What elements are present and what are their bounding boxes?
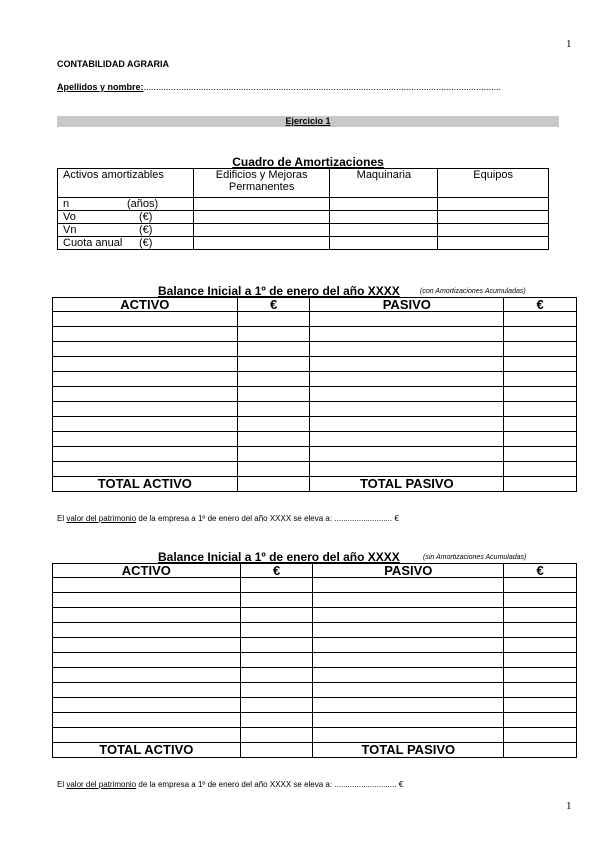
row-label-n: n (años) — [58, 198, 194, 211]
balance1-col-pasivo: PASIVO — [310, 298, 504, 312]
balance1-col-euro: € — [504, 298, 577, 312]
cell-input[interactable] — [240, 653, 313, 668]
row-label-annual-fee: Cuota anual (€) — [58, 237, 194, 250]
cell-input[interactable] — [237, 447, 310, 462]
cell-input[interactable] — [438, 224, 549, 237]
row-label-vo: Vo (€) — [58, 211, 194, 224]
table-row — [53, 342, 577, 357]
cell-input[interactable] — [240, 593, 313, 608]
cell-input[interactable] — [53, 653, 241, 668]
table-row — [53, 447, 577, 462]
cell-input[interactable] — [193, 198, 330, 211]
cell-input[interactable] — [240, 743, 313, 758]
cell-input[interactable] — [53, 593, 241, 608]
cell-input[interactable] — [53, 638, 241, 653]
table-row — [53, 578, 577, 593]
table-row — [53, 593, 577, 608]
cell-input[interactable] — [53, 312, 238, 327]
cell-input[interactable] — [53, 327, 238, 342]
cell-input[interactable] — [53, 462, 238, 477]
table-row — [53, 357, 577, 372]
patrimonio1-link: valor del patrimonio — [66, 514, 137, 523]
cell-input[interactable] — [53, 402, 238, 417]
cell-input[interactable] — [240, 698, 313, 713]
cell-input[interactable] — [504, 387, 577, 402]
cell-input[interactable] — [313, 713, 504, 728]
cell-input[interactable] — [313, 683, 504, 698]
cell-input[interactable] — [53, 698, 241, 713]
page-number-bottom: 1 — [566, 800, 572, 812]
table-row — [53, 623, 577, 638]
patrimonio2-link: valor del patrimonio — [66, 780, 137, 789]
cell-input[interactable] — [53, 432, 238, 447]
cell-input[interactable] — [504, 327, 577, 342]
col-label-buildings: Edificios y Mejoras Permanentes — [193, 169, 330, 198]
table-row — [53, 462, 577, 477]
balance2-title: Balance Inicial a 1º de enero del año XXXX — [158, 550, 400, 564]
balance1-note: (con Amortizaciones Acumuladas) — [420, 288, 526, 295]
cell-input[interactable] — [504, 713, 577, 728]
cell-input[interactable] — [313, 638, 504, 653]
table-row — [53, 402, 577, 417]
table-row — [53, 417, 577, 432]
table-row — [53, 312, 577, 327]
cell-input[interactable] — [53, 608, 241, 623]
cell-input[interactable] — [237, 462, 310, 477]
name-line[interactable] — [57, 82, 557, 92]
cell-input[interactable] — [53, 578, 241, 593]
cell-input[interactable] — [240, 728, 313, 743]
cell-input[interactable] — [313, 653, 504, 668]
cell-input[interactable] — [504, 608, 577, 623]
cell-input[interactable] — [237, 372, 310, 387]
cell-input[interactable] — [53, 447, 238, 462]
cell-input[interactable] — [237, 477, 310, 492]
cell-input[interactable] — [237, 342, 310, 357]
cell-input[interactable] — [310, 357, 504, 372]
cell-input[interactable] — [237, 402, 310, 417]
cell-input[interactable] — [438, 198, 549, 211]
cell-input[interactable] — [310, 402, 504, 417]
table-row — [53, 387, 577, 402]
cell-input[interactable] — [53, 683, 241, 698]
balance2-col-activo: ACTIVO — [53, 564, 241, 578]
cell-input[interactable] — [310, 387, 504, 402]
cell-input[interactable] — [330, 224, 438, 237]
cell-input[interactable] — [313, 728, 504, 743]
cell-input[interactable] — [438, 211, 549, 224]
name-label: Apellidos y nombre: — [57, 82, 144, 92]
cell-input[interactable] — [53, 713, 241, 728]
cell-input[interactable] — [313, 623, 504, 638]
table-row — [53, 668, 577, 683]
cell-input[interactable] — [193, 224, 330, 237]
col-label-assets: Activos amortizables — [58, 169, 194, 198]
cell-input[interactable] — [240, 608, 313, 623]
table-row — [53, 728, 577, 743]
balance2-total-pasivo: TOTAL PASIVO — [313, 743, 504, 758]
cell-input[interactable] — [310, 372, 504, 387]
balance1-total-activo: TOTAL ACTIVO — [53, 477, 238, 492]
balance2-note: (sin Amortizaciones Acumuladas) — [423, 554, 527, 561]
cell-input[interactable] — [237, 432, 310, 447]
cell-input[interactable] — [504, 698, 577, 713]
balance2-col-pasivo: PASIVO — [313, 564, 504, 578]
cell-input[interactable] — [237, 312, 310, 327]
row-label-vn: Vn (€) — [58, 224, 194, 237]
cell-input[interactable] — [504, 653, 577, 668]
cell-input[interactable] — [330, 237, 438, 250]
name-dots: ............................................................................................................................................... — [143, 82, 502, 92]
amortization-title: Cuadro de Amortizaciones — [232, 155, 384, 169]
cell-input[interactable] — [504, 357, 577, 372]
cell-input[interactable] — [240, 578, 313, 593]
page-number-top: 1 — [566, 38, 572, 50]
cell-input[interactable] — [310, 417, 504, 432]
cell-input[interactable] — [53, 623, 241, 638]
patrimonio2-sentence: El valor del patrimonio de la empresa a 1º de enero del año XXXX se eleva a: ............................ € — [57, 780, 404, 789]
table-row — [53, 432, 577, 447]
cell-input[interactable] — [504, 683, 577, 698]
balance1-col-euro: € — [237, 298, 310, 312]
exercise-bar — [57, 116, 559, 127]
cell-input[interactable] — [504, 477, 577, 492]
cell-input[interactable] — [504, 372, 577, 387]
balance1-total-pasivo: TOTAL PASIVO — [310, 477, 504, 492]
patrimonio1-sentence: El valor del patrimonio de la empresa a 1º de enero del año XXXX se eleva a: .......................... € — [57, 514, 399, 523]
cell-input[interactable] — [504, 728, 577, 743]
cell-input[interactable] — [504, 432, 577, 447]
cell-input[interactable] — [53, 668, 241, 683]
cell-input[interactable] — [504, 638, 577, 653]
cell-input[interactable] — [240, 638, 313, 653]
cell-input[interactable] — [53, 728, 241, 743]
cell-input[interactable] — [53, 417, 238, 432]
cell-input[interactable] — [310, 327, 504, 342]
balance2-table — [52, 563, 577, 758]
table-row — [53, 372, 577, 387]
amortization-table — [57, 168, 549, 250]
table-row — [53, 327, 577, 342]
cell-input[interactable] — [504, 342, 577, 357]
cell-input[interactable] — [504, 447, 577, 462]
table-row — [53, 713, 577, 728]
cell-input[interactable] — [504, 402, 577, 417]
cell-input[interactable] — [313, 578, 504, 593]
cell-input[interactable] — [504, 743, 577, 758]
cell-input[interactable] — [310, 462, 504, 477]
cell-input[interactable] — [310, 312, 504, 327]
cell-input[interactable] — [330, 198, 438, 211]
cell-input[interactable] — [504, 623, 577, 638]
cell-input[interactable] — [237, 387, 310, 402]
col-label-equipment: Equipos — [438, 169, 549, 198]
col-label-machinery: Maquinaria — [330, 169, 438, 198]
balance2-total-activo: TOTAL ACTIVO — [53, 743, 241, 758]
cell-input[interactable] — [310, 432, 504, 447]
cell-input[interactable] — [313, 668, 504, 683]
table-row — [53, 698, 577, 713]
cell-input[interactable] — [438, 237, 549, 250]
cell-input[interactable] — [193, 211, 330, 224]
cell-input[interactable] — [240, 713, 313, 728]
cell-input[interactable] — [330, 211, 438, 224]
cell-input[interactable] — [193, 237, 330, 250]
cell-input[interactable] — [504, 462, 577, 477]
cell-input[interactable] — [237, 357, 310, 372]
cell-input[interactable] — [237, 417, 310, 432]
cell-input[interactable] — [504, 578, 577, 593]
table-row — [53, 683, 577, 698]
cell-input[interactable] — [240, 668, 313, 683]
cell-input[interactable] — [53, 342, 238, 357]
table-row — [53, 653, 577, 668]
cell-input[interactable] — [313, 608, 504, 623]
cell-input[interactable] — [504, 668, 577, 683]
balance1-title: Balance Inicial a 1º de enero del año XXXX — [158, 284, 400, 298]
cell-input[interactable] — [53, 357, 238, 372]
balance2-col-euro: € — [240, 564, 313, 578]
cell-input[interactable] — [313, 593, 504, 608]
cell-input[interactable] — [53, 372, 238, 387]
cell-input[interactable] — [240, 623, 313, 638]
exercise-title: Ejercicio 1 — [285, 116, 331, 126]
cell-input[interactable] — [504, 417, 577, 432]
cell-input[interactable] — [310, 342, 504, 357]
table-row — [53, 638, 577, 653]
cell-input[interactable] — [310, 447, 504, 462]
cell-input[interactable] — [504, 312, 577, 327]
balance1-col-activo: ACTIVO — [53, 298, 238, 312]
balance1-table — [52, 297, 577, 492]
balance2-col-euro: € — [504, 564, 577, 578]
cell-input[interactable] — [237, 327, 310, 342]
cell-input[interactable] — [53, 387, 238, 402]
cell-input[interactable] — [240, 683, 313, 698]
cell-input[interactable] — [313, 698, 504, 713]
course-title: CONTABILIDAD AGRARIA — [57, 59, 169, 69]
table-row — [53, 608, 577, 623]
cell-input[interactable] — [504, 593, 577, 608]
